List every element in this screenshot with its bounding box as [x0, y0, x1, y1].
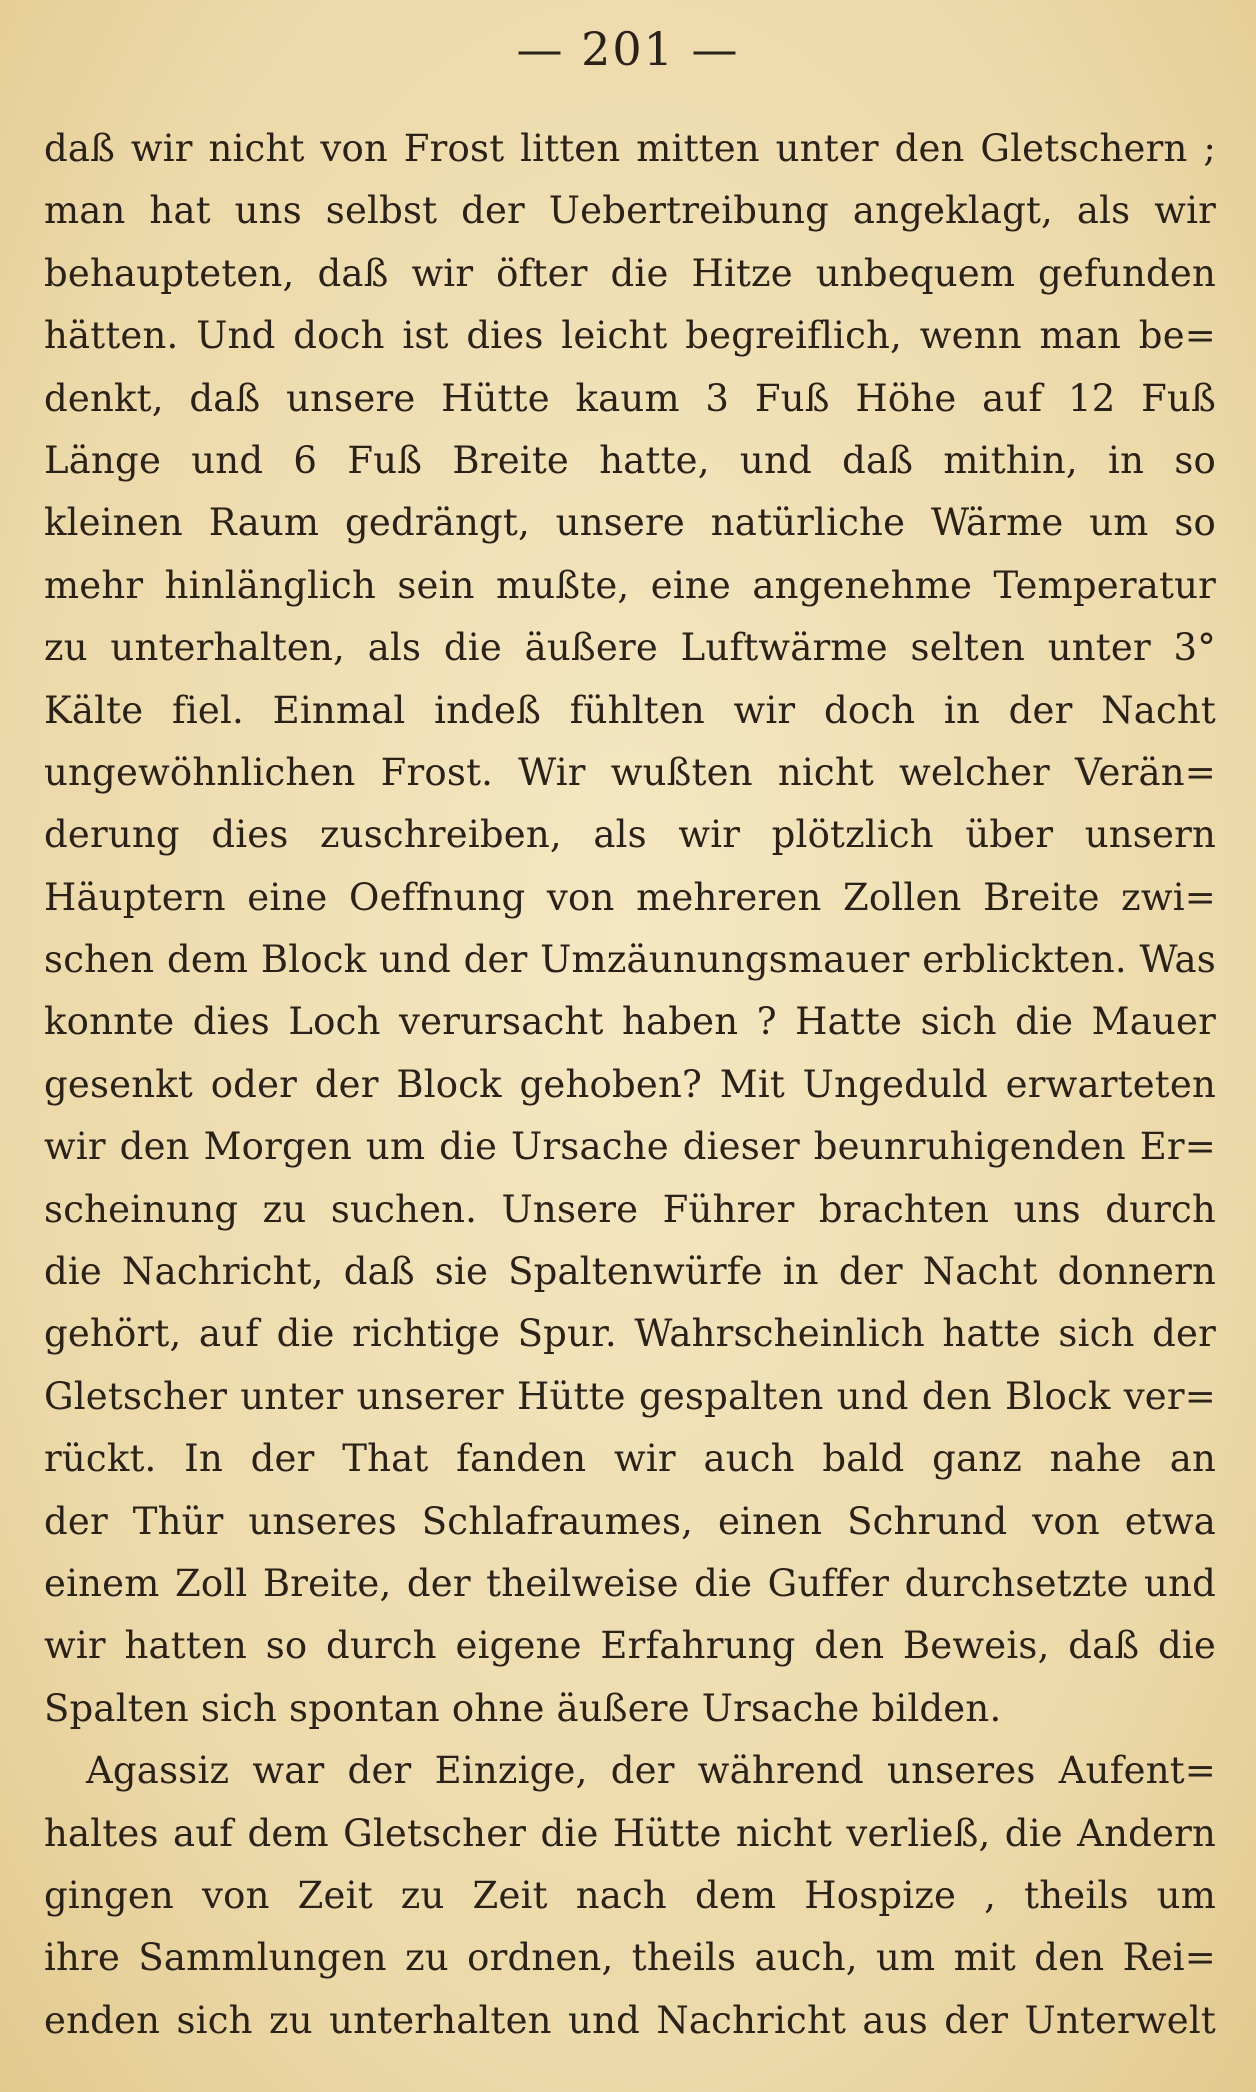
text-line: die Nachricht, daß sie Spaltenwürfe in der Nacht donnern: [44, 1250, 1216, 1294]
page-number: — 201 —: [516, 22, 740, 76]
text-line: gesenkt oder der Block gehoben? Mit Ungeduld erwarteten: [44, 1062, 1216, 1106]
text-line: mehr hinlänglich sein mußte, eine angenehme Temperatur: [44, 563, 1216, 607]
text-line: man hat uns selbst der Uebertreibung angeklagt, als wir: [44, 189, 1216, 233]
text-line: gingen von Zeit zu Zeit nach dem Hospize , theils um: [44, 1873, 1216, 1917]
text-line: zu unterhalten, als die äußere Luftwärme selten unter 3°: [44, 626, 1216, 670]
text-line: kleinen Raum gedrängt, unsere natürliche Wärme um so: [44, 501, 1216, 545]
paragraph-start-line: Agassiz war der Einzige, der während unseres Aufent=: [86, 1749, 1216, 1793]
text-line: schen dem Block und der Umzäunungsmauer erblickten. Was: [44, 938, 1216, 982]
text-line: hätten. Und doch ist dies leicht begreiflich, wenn man be=: [44, 314, 1216, 358]
text-line: der Thür unseres Schlafraumes, einen Schrund von etwa: [44, 1499, 1216, 1543]
text-line: enden sich zu unterhalten und Nachricht aus der Unterwelt: [44, 1998, 1216, 2042]
text-line: gehört, auf die richtige Spur. Wahrscheinlich hatte sich der: [44, 1312, 1216, 1356]
text-line: behaupteten, daß wir öfter die Hitze unbequem gefunden: [44, 251, 1216, 295]
text-line: haltes auf dem Gletscher die Hütte nicht verließ, die Andern: [44, 1811, 1216, 1855]
text-line: Kälte fiel. Einmal indeß fühlten wir doch in der Nacht: [44, 688, 1216, 732]
text-line: ungewöhnlichen Frost. Wir wußten nicht welcher Verän=: [44, 750, 1216, 794]
text-line: denkt, daß unsere Hütte kaum 3 Fuß Höhe auf 12 Fuß: [44, 376, 1216, 420]
text-line: ihre Sammlungen zu ordnen, theils auch, um mit den Rei=: [44, 1936, 1216, 1980]
text-line: Häuptern eine Oeffnung von mehreren Zollen Breite zwi=: [44, 875, 1216, 919]
text-line: derung dies zuschreiben, als wir plötzlich über unsern: [44, 813, 1216, 857]
body-text: [44, 118, 1216, 2052]
text-line: wir hatten so durch eigene Erfahrung den Beweis, daß die: [44, 1624, 1216, 1668]
text-line: scheinung zu suchen. Unsere Führer brachten uns durch: [44, 1187, 1216, 1231]
text-line: daß wir nicht von Frost litten mitten unter den Gletschern ;: [44, 127, 1216, 170]
text-line: einem Zoll Breite, der theilweise die Guffer durchsetzte und: [44, 1561, 1216, 1605]
text-line: konnte dies Loch verursacht haben ? Hatte sich die Mauer: [44, 1000, 1216, 1044]
paragraph-end-line: Spalten sich spontan ohne äußere Ursache bilden.: [44, 1686, 1002, 1730]
text-line: rückt. In der That fanden wir auch bald ganz nahe an: [44, 1437, 1216, 1481]
text-line: Gletscher unter unserer Hütte gespalten und den Block ver=: [44, 1374, 1216, 1418]
text-line: Länge und 6 Fuß Breite hatte, und daß mithin, in so: [44, 438, 1216, 482]
text-line: wir den Morgen um die Ursache dieser beunruhigenden Er=: [44, 1125, 1216, 1169]
